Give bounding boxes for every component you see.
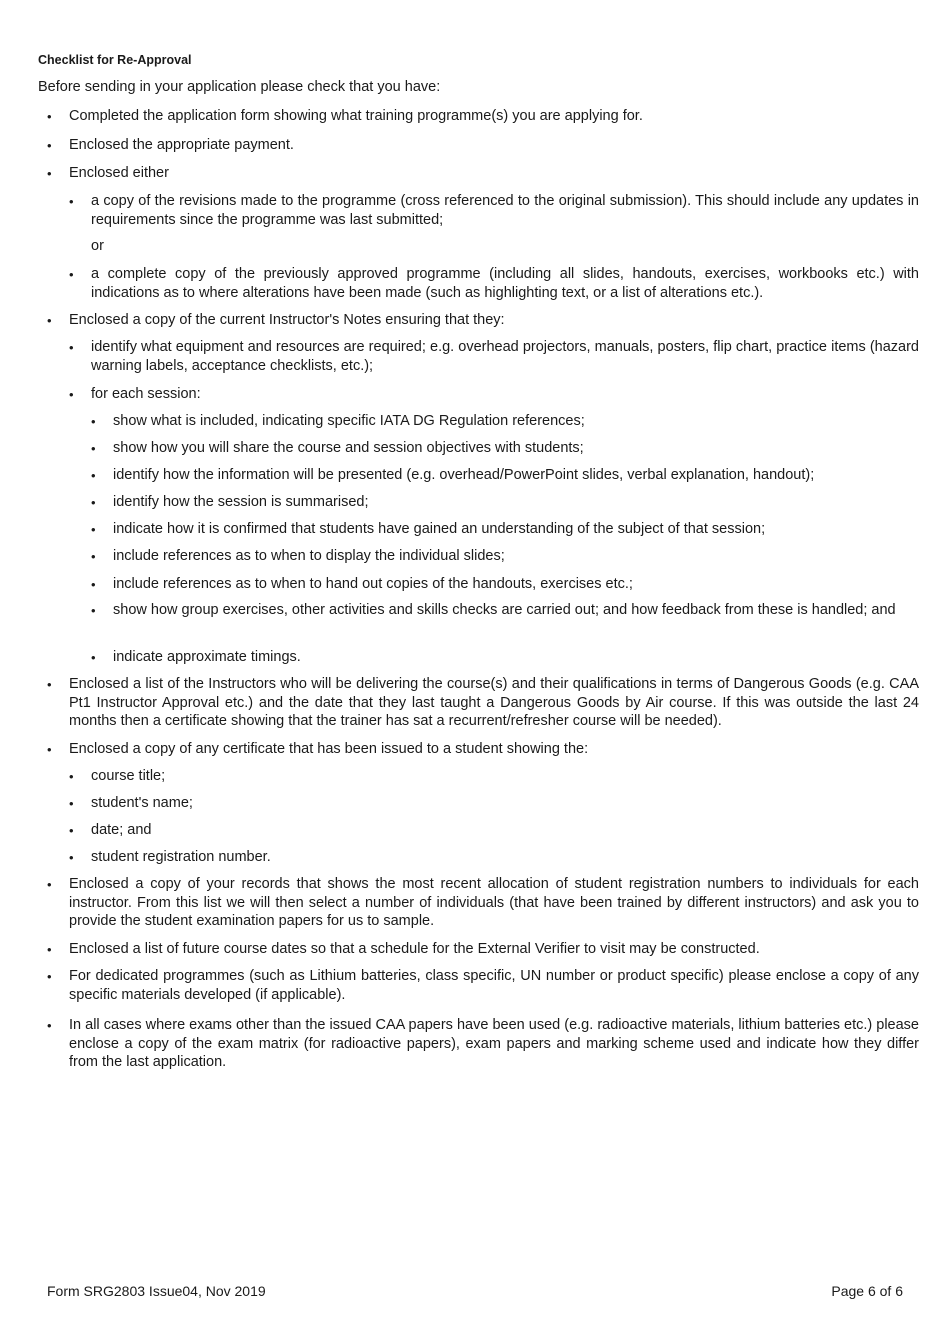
checklist-subitem (69, 821, 919, 840)
item-text: student's name; (91, 795, 193, 811)
checklist-subitem (69, 385, 919, 404)
bullet-icon: • (69, 340, 74, 355)
checklist-subsubitem (91, 648, 919, 667)
item-text: identify how the information will be presented (e.g. overhead/PowerPoint slides, verbal explanation, handout); (113, 467, 815, 483)
bullet-icon: • (47, 942, 52, 957)
item-text: Enclosed either (69, 165, 169, 181)
bullet-icon: • (91, 414, 96, 429)
item-text: identify how the session is summarised; (113, 494, 369, 510)
item-text: Enclosed a copy of your records that shows the most recent allocation of student registration numbers to individuals for each instructor. From this list we will then select a number of individuals (that have been trained by different instructors) and ask you to provide the student examination papers for us to sample. (69, 876, 919, 929)
checklist-subsubitem (91, 575, 919, 594)
bullet-icon: • (47, 166, 52, 181)
bullet-icon: • (47, 877, 52, 892)
item-text: date; and (91, 822, 152, 838)
item-text: Enclosed a copy of the current Instructor's Notes ensuring that they: (69, 312, 505, 328)
checklist-item (47, 1016, 919, 1072)
or-separator: or (91, 238, 104, 254)
item-text: For dedicated programmes (such as Lithium batteries, class specific, UN number or product specific) please enclose a copy of any specific materials developed (if applicable). (69, 968, 919, 1003)
checklist-item (47, 940, 919, 959)
checklist-subsubitem (91, 547, 919, 566)
bullet-icon: • (91, 603, 96, 618)
bullet-icon: • (69, 823, 74, 838)
intro-text: Before sending in your application please check that you have: (38, 79, 441, 95)
checklist-subsubitem (91, 493, 919, 512)
item-text: student registration number. (91, 849, 271, 865)
item-text: indicate approximate timings. (113, 649, 301, 665)
item-text: for each session: (91, 386, 201, 402)
item-text: Enclosed the appropriate payment. (69, 137, 294, 153)
checklist-item (47, 967, 919, 1004)
checklist-subsubitem (91, 439, 919, 458)
checklist-subsubitem (91, 466, 919, 485)
bullet-icon: • (69, 850, 74, 865)
bullet-icon: • (91, 468, 96, 483)
item-text: indicate how it is confirmed that students have gained an understanding of the subject of that session; (113, 521, 766, 537)
item-text: Enclosed a list of the Instructors who will be delivering the course(s) and their qualifications in terms of Dangerous Goods (e.g. CAA Pt1 Instructor Approval etc.) and the date that they last taught a Dangerous Goods by Air course. If this was outside the last 24 months then a certificate showing that the trainer has sat a recurrent/refresher course will be needed). (69, 676, 919, 729)
checklist-subitem (69, 848, 919, 867)
item-text: In all cases where exams other than the issued CAA papers have been used (e.g. radioactive materials, lithium batteries etc.) please enclose a copy of the exam matrix (for radioactive papers), exam papers and marking scheme used and indicate how they differ from the last application. (69, 1017, 919, 1070)
checklist-subitem (69, 794, 919, 813)
page-heading: Checklist for Re-Approval (38, 53, 192, 67)
item-text: Completed the application form showing what training programme(s) you are applying for. (69, 108, 643, 124)
bullet-icon: • (69, 769, 74, 784)
checklist-subitem (69, 338, 919, 375)
item-text: Enclosed a list of future course dates so that a schedule for the External Verifier to visit may be constructed. (69, 941, 760, 957)
form-reference: Form SRG2803 Issue04, Nov 2019 (47, 1283, 266, 1299)
checklist-item (47, 311, 919, 330)
bullet-icon: • (69, 387, 74, 402)
bullet-icon: • (91, 441, 96, 456)
bullet-icon: • (91, 650, 96, 665)
item-text: show how you will share the course and session objectives with students; (113, 440, 584, 456)
item-text: show what is included, indicating specific IATA DG Regulation references; (113, 413, 585, 429)
bullet-icon: • (91, 522, 96, 537)
checklist-item (47, 740, 919, 759)
checklist-subitem (69, 767, 919, 786)
bullet-icon: • (91, 549, 96, 564)
checklist-item (47, 107, 919, 126)
bullet-icon: • (69, 796, 74, 811)
item-text: include references as to when to hand out copies of the handouts, exercises etc.; (113, 576, 633, 592)
bullet-icon: • (69, 267, 74, 282)
bullet-icon: • (69, 194, 74, 209)
bullet-icon: • (91, 577, 96, 592)
checklist-subsubitem (91, 412, 919, 431)
item-text: show how group exercises, other activities and skills checks are carried out; and how feedback from these is handled; and (113, 602, 896, 618)
checklist-subsubitem (91, 601, 919, 620)
bullet-icon: • (47, 969, 52, 984)
item-text: identify what equipment and resources are required; e.g. overhead projectors, manuals, posters, flip chart, practice items (hazard warning labels, acceptance checklists, etc.); (91, 339, 919, 374)
page-number: Page 6 of 6 (831, 1283, 903, 1299)
bullet-icon: • (47, 109, 52, 124)
item-text: course title; (91, 768, 166, 784)
bullet-icon: • (47, 677, 52, 692)
bullet-icon: • (47, 742, 52, 757)
item-text: Enclosed a copy of any certificate that has been issued to a student showing the: (69, 741, 589, 757)
bullet-icon: • (47, 313, 52, 328)
checklist-subsubitem (91, 520, 919, 539)
item-text: include references as to when to display the individual slides; (113, 548, 505, 564)
item-text: a complete copy of the previously approved programme (including all slides, handouts, exercises, workbooks etc.) with indications as to where alterations have been made (such as highlighting text, or a list of alterations etc.). (91, 266, 919, 301)
checklist-item (47, 164, 919, 183)
checklist-subitem (69, 192, 919, 229)
bullet-icon: • (47, 1018, 52, 1033)
bullet-icon: • (47, 138, 52, 153)
checklist-subitem (69, 265, 919, 302)
checklist-item (47, 136, 919, 155)
checklist-item (47, 675, 919, 731)
checklist-item (47, 875, 919, 931)
bullet-icon: • (91, 495, 96, 510)
item-text: a copy of the revisions made to the programme (cross referenced to the original submission). This should include any updates in requirements since the programme was last submitted; (91, 193, 919, 228)
